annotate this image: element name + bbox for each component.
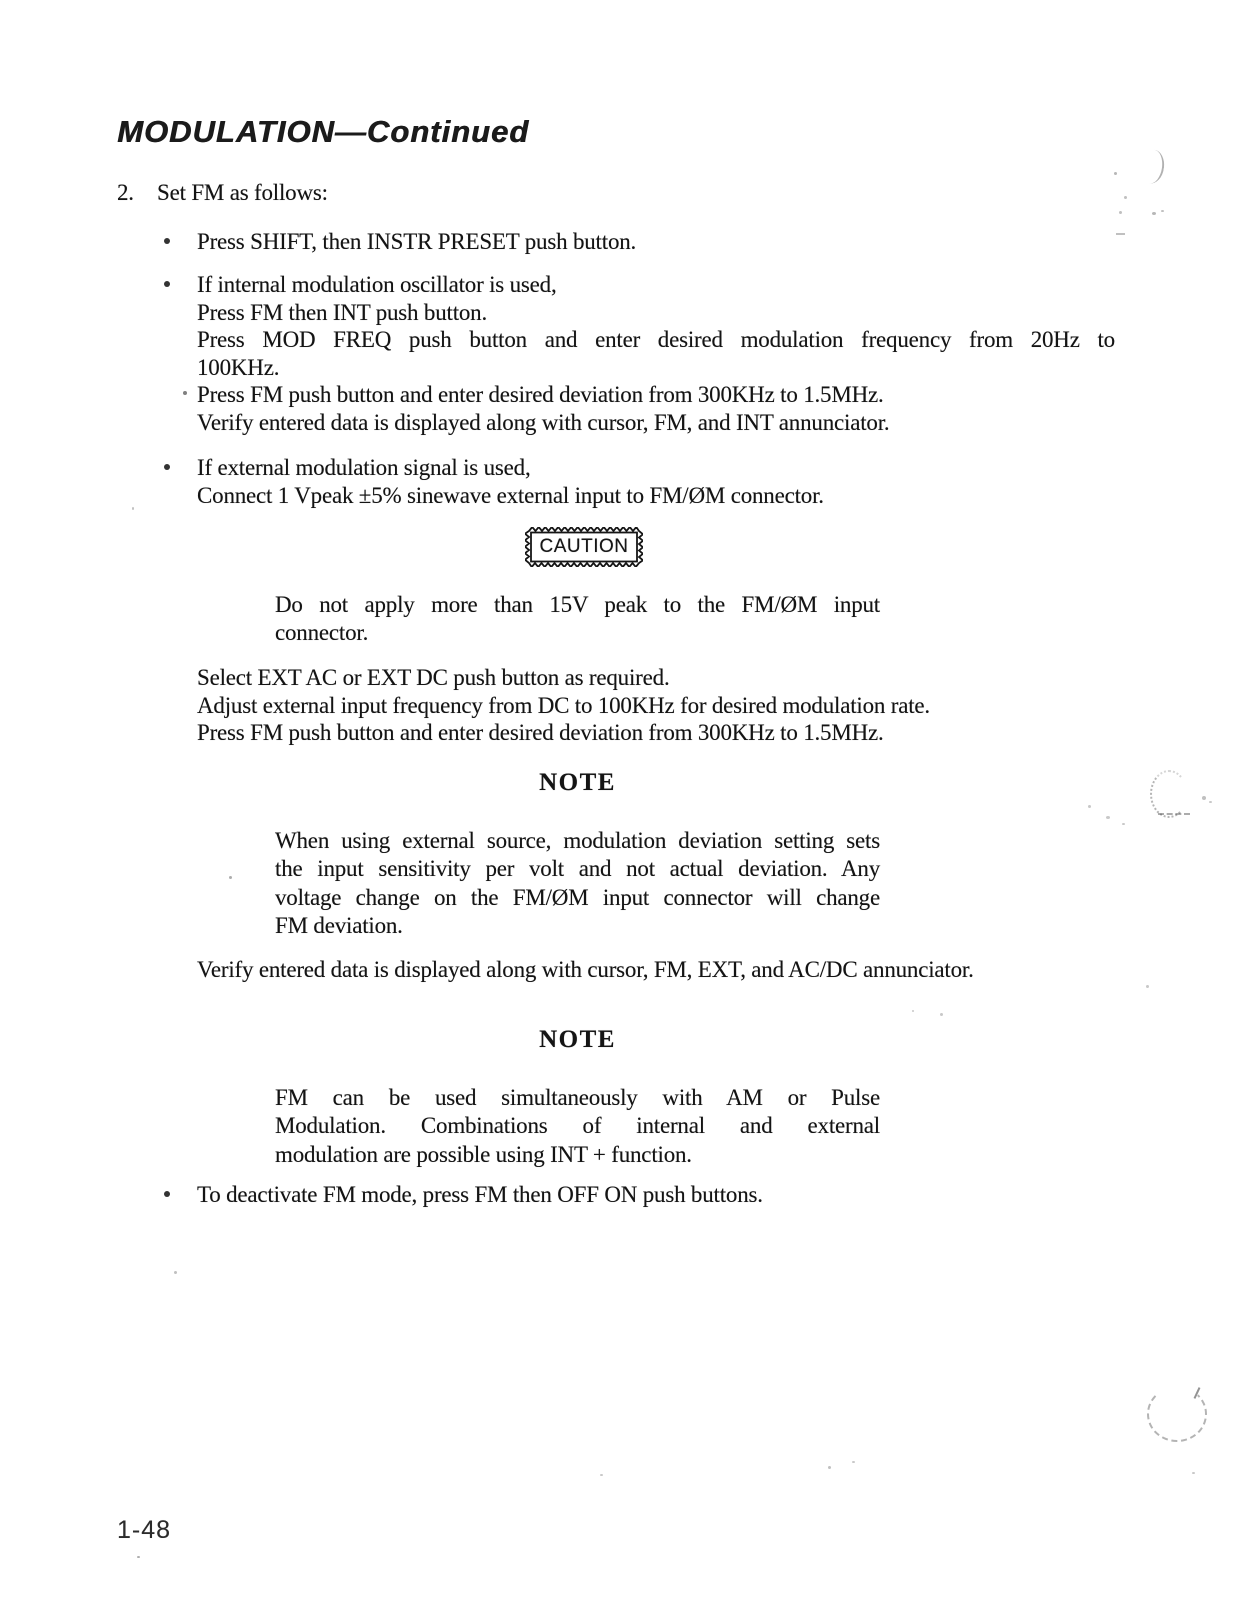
scan-artifact-speck: [600, 1474, 603, 1476]
scan-artifact-speck: [1161, 210, 1164, 212]
scan-artifact-arc: [1150, 770, 1188, 818]
note-body: [275, 827, 880, 941]
step-label: Set FM as follows:: [157, 180, 328, 205]
bullet-icon: [164, 464, 170, 470]
list-item-line: Press FM push button and enter desired deviation from 300KHz to 1.5MHz.: [197, 382, 884, 408]
list-item-line: If external modulation signal is used,: [197, 455, 531, 480]
note-body-line: modulation are possible using INT + function.: [275, 1141, 692, 1167]
scan-artifact-speck: [1106, 816, 1110, 819]
procedure-line: Select EXT AC or EXT DC push button as required.: [197, 665, 670, 690]
list-item-line: Press MOD FREQ push button and enter desired modulation frequency from 20Hz to: [197, 327, 1115, 353]
bullet-icon: [164, 281, 170, 287]
bullet-icon: [164, 238, 170, 244]
scan-artifact-speck: [940, 1013, 943, 1016]
scan-artifact-speck: [1124, 196, 1127, 199]
note-body: [275, 1084, 880, 1169]
scan-artifact-speck: [1122, 823, 1125, 825]
page-title: MODULATION—Continued: [117, 114, 530, 149]
scan-artifact-speck: [174, 1271, 177, 1274]
scan-artifact-speck: [1146, 985, 1149, 988]
list-item: [197, 271, 1115, 437]
note-body-line: Modulation. Combinations of internal and external: [275, 1113, 880, 1139]
note-heading: NOTE: [539, 1026, 616, 1053]
scan-artifact-speck: [1202, 796, 1206, 800]
list-item-line: Press FM then INT push button.: [197, 299, 488, 325]
scan-artifact-speck: [912, 1010, 914, 1012]
note-heading: NOTE: [539, 769, 616, 796]
scan-artifact-speck: [852, 1461, 855, 1463]
scan-artifact-speck: [183, 391, 187, 395]
list-item-line: 100KHz.: [197, 354, 280, 380]
bullet-icon: [164, 1191, 170, 1197]
scan-artifact-speck: [1152, 212, 1156, 215]
scan-artifact-speck: [1114, 172, 1117, 175]
scan-artifact-speck: [1116, 233, 1125, 235]
scan-artifact-speck: [828, 1466, 831, 1469]
scan-artifact-speck: [1192, 1472, 1195, 1474]
caution-box: [525, 527, 643, 567]
scan-artifact-speck: [1119, 211, 1122, 214]
caution-body-line: Do not apply more than 15V peak to the FM/ØM input: [275, 592, 880, 617]
list-item-line: If internal modulation oscillator is used,: [197, 272, 557, 297]
page-number: 1-48: [117, 1516, 172, 1544]
note-body-line: FM can be used simultaneously with AM or Pulse: [275, 1085, 880, 1110]
caution-body-line: connector.: [275, 620, 369, 646]
list-item: To deactivate FM mode, press FM then OFF ON push buttons.: [197, 1182, 763, 1207]
list-item-line: Verify entered data is displayed along with cursor, FM, and INT annunciator.: [197, 409, 890, 435]
caution-body: [275, 591, 880, 648]
procedure-lines: [197, 664, 1115, 747]
caution-label: CAUTION: [539, 536, 629, 557]
list-item: Press SHIFT, then INSTR PRESET push button.: [197, 229, 637, 254]
scan-artifact-speck: [132, 507, 134, 510]
scan-artifact-ellipse: [1147, 1386, 1207, 1442]
scan-artifact-speck: [229, 876, 232, 879]
note-body-line: FM deviation.: [275, 913, 403, 939]
note-body-line: When using external source, modulation deviation setting sets: [275, 828, 880, 853]
procedure-line: Press FM push button and enter desired deviation from 300KHz to 1.5MHz.: [197, 720, 884, 746]
note-body-line: voltage change on the FM/ØM input connector will change: [275, 884, 880, 910]
verify-line: Verify entered data is displayed along with cursor, FM, EXT, and AC/DC annunciator.: [197, 957, 974, 982]
scan-artifact-speck: [1088, 805, 1091, 808]
scan-artifact-speck: [1209, 801, 1212, 803]
scan-artifact-dashline: [1158, 813, 1190, 815]
list-item: [197, 454, 1115, 509]
note-body-line: the input sensitivity per volt and not actual deviation. Any: [275, 856, 880, 882]
list-item-line: Connect 1 Vpeak ±5% sinewave external input to FM/ØM connector.: [197, 482, 824, 508]
step-number: 2.: [117, 180, 134, 205]
procedure-line: Adjust external input frequency from DC to 100KHz for desired modulation rate.: [197, 692, 930, 718]
scan-artifact-arc: [1144, 149, 1167, 185]
scan-artifact-speck: [137, 1556, 140, 1558]
